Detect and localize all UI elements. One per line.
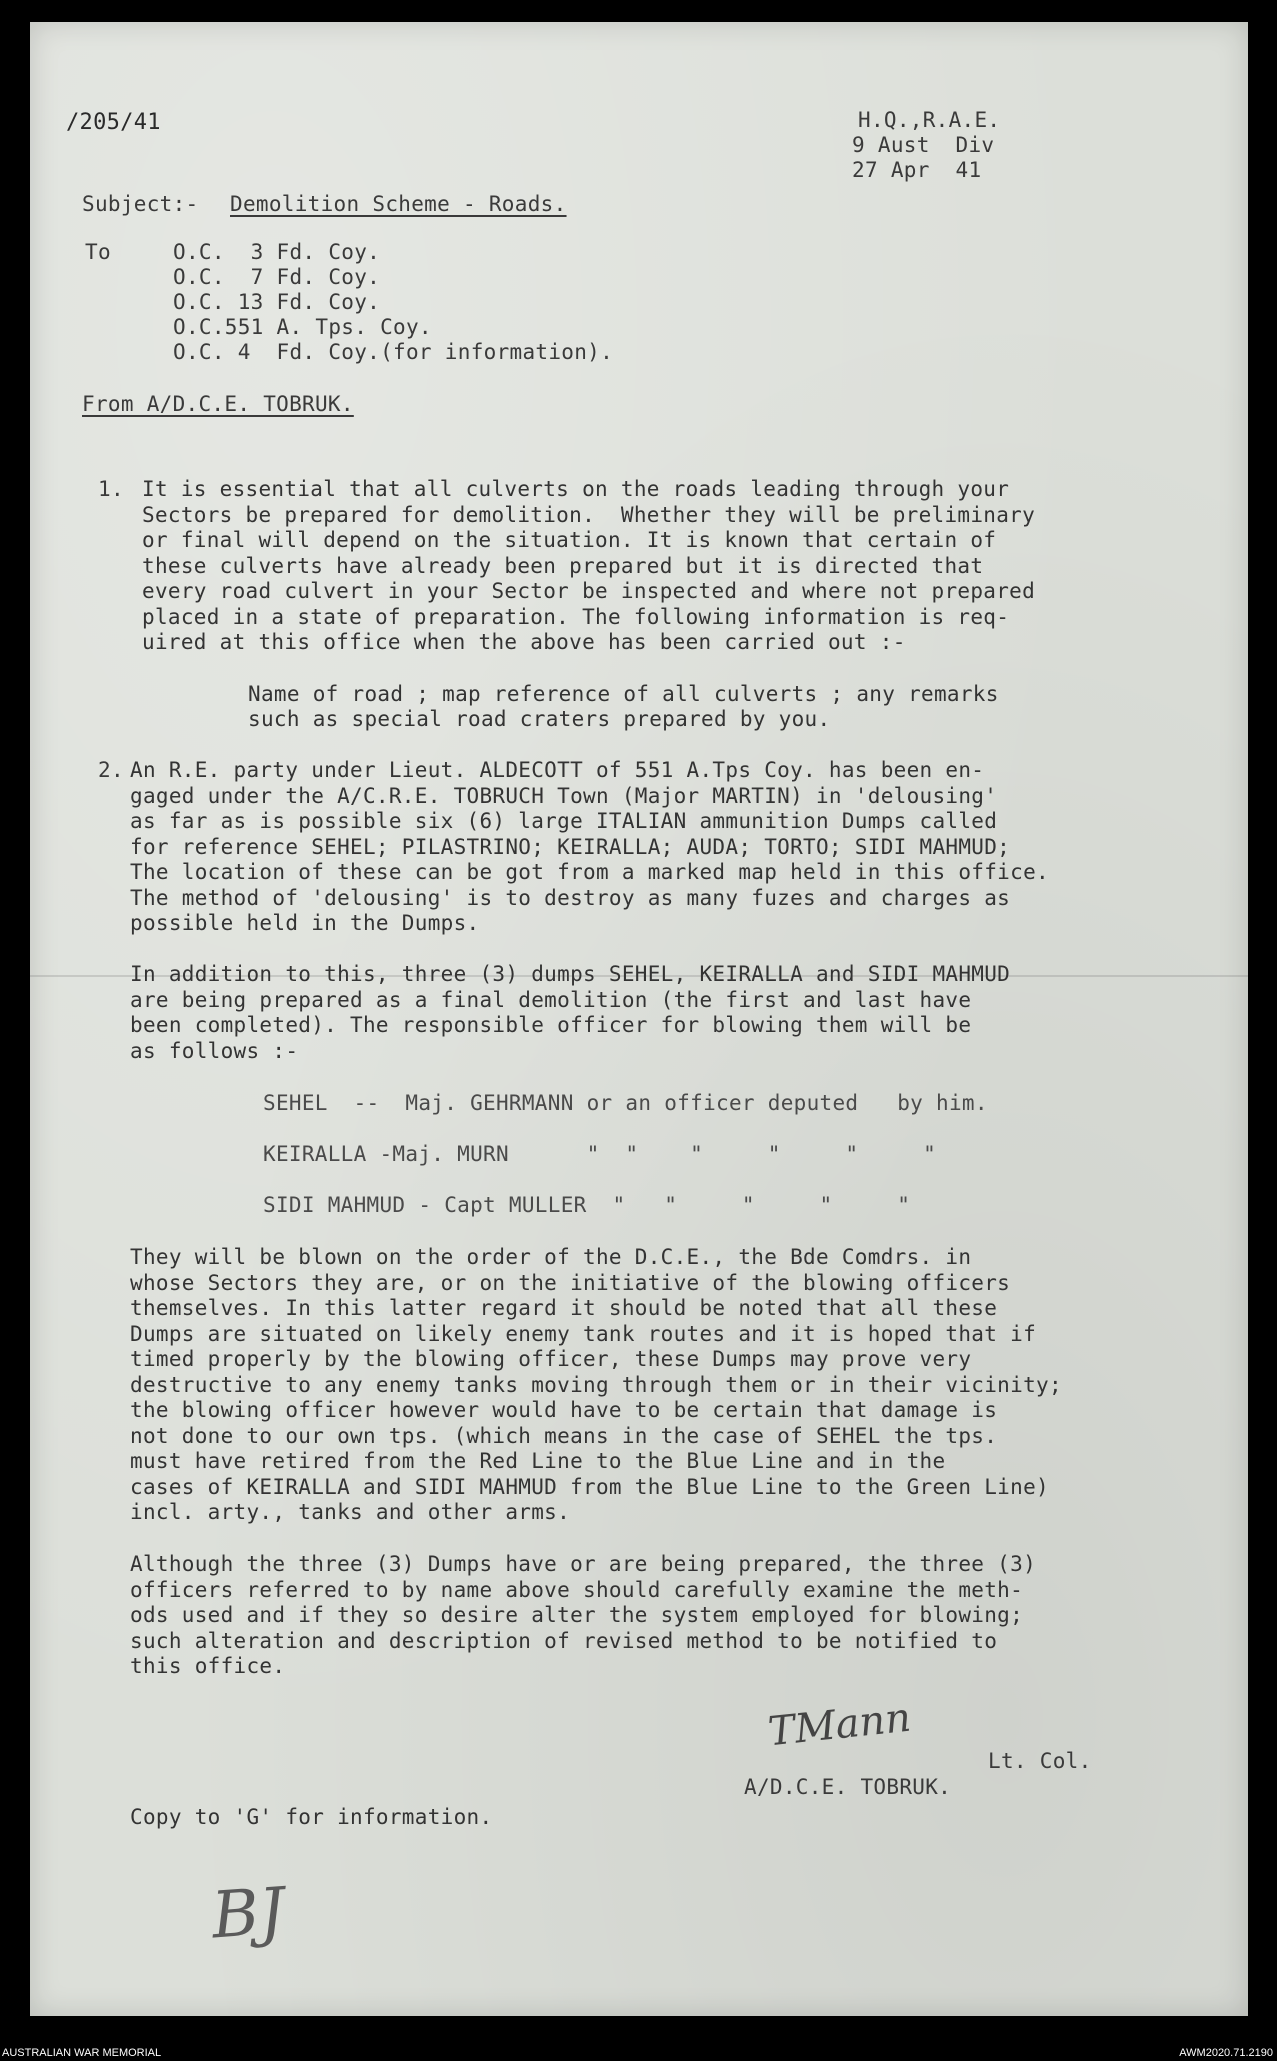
text-line: as far as is possible six (6) large ITALIAN ammunition Dumps called [130,809,998,833]
text-line: whose Sectors they are, or on the initiative of the blowing officers [130,1271,1011,1295]
officer-entry: SEHEL -- Maj. GEHRMANN or an officer deputed by him. [263,1091,988,1115]
text-line: They will be blown on the order of the D.C.E., the Bde Comdrs. in [130,1245,972,1269]
officer-entry: KEIRALLA -Maj. MURN " " " " " " [263,1142,937,1166]
text-line: uired at this office when the above has been carried out :- [142,630,906,654]
text-line: themselves. In this latter regard it should be noted that all these [130,1296,998,1320]
text-line: must have retired from the Red Line to the Blue Line and in the [130,1449,946,1473]
subject-label: Subject:- [82,192,199,216]
text-line: cases of KEIRALLA and SIDI MAHMUD from the Blue Line to the Green Line) [130,1475,1049,1499]
text-line: timed properly by the blowing officer, these Dumps may prove very [130,1347,972,1371]
text-line: such alteration and description of revised method to be notified to [130,1629,998,1653]
text-line: or final will depend on the situation. It is known that certain of [142,528,997,552]
text-line: officers referred to by name above should carefully examine the meth- [130,1578,1024,1602]
from-line: From A/D.C.E. TOBRUK. [82,392,354,416]
text-line: gaged under the A/C.R.E. TOBRUCH Town (Major MARTIN) in 'delousing' [130,784,998,808]
text-line: are being prepared as a final demolition (the first and last have [130,988,972,1012]
signatory-title: A/D.C.E. TOBRUK. [744,1775,952,1799]
para2-number: 2. [98,758,124,782]
para1-number: 1. [98,477,124,501]
text-line: ods used and if they so desire alter the system employed for blowing; [130,1603,1024,1627]
signatory-rank: Lt. Col. [988,1749,1092,1773]
subject-text: Demolition Scheme - Roads. [230,192,567,216]
officer-entry: SIDI MAHMUD - Capt MULLER " " " " " [263,1193,911,1217]
text-line: this office. [130,1654,286,1678]
text-line: Sectors be prepared for demolition. Whether they will be preliminary [142,503,1036,527]
signature: TMann [765,1694,914,1756]
text-line: incl. arty., tanks and other arms. [130,1500,571,1524]
text-line: Dumps are situated on likely enemy tank routes and it is hoped that if [130,1322,1037,1346]
header-hq: H.Q.,R.A.E. [858,108,1001,132]
text-line: for reference SEHEL; PILASTRINO; KEIRALLA; AUDA; TORTO; SIDI MAHMUD; [130,835,1011,859]
copy-note: Copy to 'G' for information. [130,1805,493,1829]
text-line: An R.E. party under Lieut. ALDECOTT of 551 A.Tps Coy. has been en- [130,758,985,782]
handwritten-initials: BJ [209,1874,288,1954]
memo-page [30,22,1248,2016]
text-line: been completed). The responsible officer for blowing them will be [130,1013,972,1037]
recipient-item: O.C. 4 Fd. Coy.(for information). [173,340,614,364]
text-line: The location of these can be got from a marked map held in this office. [130,860,1049,884]
text-line: every road culvert in your Sector be inspected and where not prepared [142,579,1036,603]
text-line: possible held in the Dumps. [130,911,480,935]
text-line: placed in a state of preparation. The following information is req- [142,605,1010,629]
header-division: 9 Aust Div [852,133,995,157]
text-line: these culverts have already been prepared but it is directed that [142,554,984,578]
header-date: 27 Apr 41 [852,158,982,182]
to-label: To [85,240,111,264]
reference-number: /205/41 [66,110,161,135]
recipient-item: O.C. 3 Fd. Coy. [173,240,381,264]
text-line: In addition to this, three (3) dumps SEHEL, KEIRALLA and SIDI MAHMUD [130,962,1011,986]
text-line: such as special road craters prepared by you. [248,707,831,731]
text-line: Name of road ; map reference of all culverts ; any remarks [248,682,999,706]
text-line: as follows :- [130,1039,299,1063]
text-line: The method of 'delousing' is to destroy as many fuzes and charges as [130,886,1011,910]
text-line: It is essential that all culverts on the roads leading through your [142,477,1010,501]
recipient-item: O.C. 7 Fd. Coy. [173,265,381,289]
text-line: Although the three (3) Dumps have or are being prepared, the three (3) [130,1552,1037,1576]
archive-accession: AWM2020.71.2190 [1179,2047,1273,2059]
text-line: the blowing officer however would have to be certain that damage is [130,1398,998,1422]
text-line: not done to our own tps. (which means in the case of SEHEL the tps. [130,1424,998,1448]
archive-credit: AUSTRALIAN WAR MEMORIAL [2,2047,162,2059]
recipient-item: O.C. 13 Fd. Coy. [173,290,381,314]
recipient-item: O.C.551 A. Tps. Coy. [173,315,432,339]
text-line: destructive to any enemy tanks moving through them or in their vicinity; [130,1373,1062,1397]
